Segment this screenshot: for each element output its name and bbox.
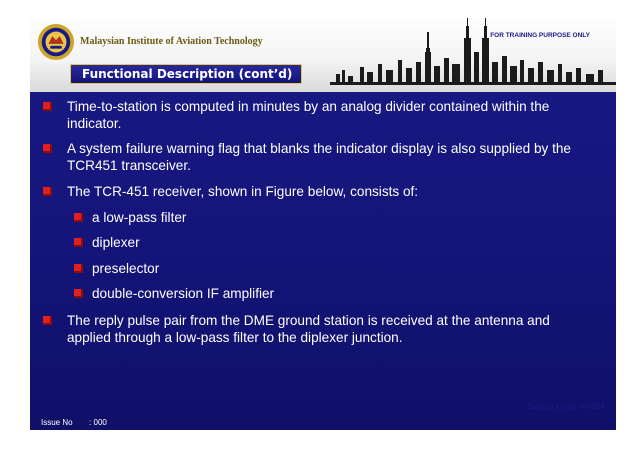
bullet-square-icon — [43, 316, 52, 325]
bullet-item — [67, 312, 597, 346]
bullet-text: A system failure warning flag that blanks the indicator display is also supplied by the TCR451 transceiver. — [67, 141, 571, 173]
issue-number — [41, 418, 107, 427]
institute-name: Malaysian Institute of Aviation Technology — [80, 36, 263, 47]
bullet-item — [67, 140, 597, 174]
bullet-square-icon — [74, 264, 83, 273]
sub-bullet-text: a low-pass filter — [92, 210, 187, 225]
sub-bullet-text: diplexer — [92, 235, 140, 250]
bullet-square-icon — [74, 238, 83, 247]
sub-bullet-item — [92, 234, 140, 251]
subject-code: Subject Code: AVI204 — [527, 402, 605, 411]
bullet-text: The reply pulse pair from the DME ground station is received at the antenna and applied through a low-pass filter to the diplexer junction. — [67, 313, 550, 345]
bullet-item — [67, 183, 597, 200]
sub-bullet-item — [92, 260, 159, 277]
sub-bullet-item — [92, 285, 274, 302]
bullet-square-icon — [43, 187, 52, 196]
bullet-square-icon — [74, 289, 83, 298]
bullet-square-icon — [74, 213, 83, 222]
training-notice: FOR TRAINING PURPOSE ONLY — [490, 32, 590, 39]
issue-label: Issue No — [41, 418, 73, 427]
issue-value: : 000 — [89, 418, 107, 427]
slide-subtitle: Functional Description (cont’d) — [82, 67, 293, 81]
bullet-text: The TCR-451 receiver, shown in Figure below, consists of: — [67, 184, 419, 199]
slide — [30, 12, 616, 430]
unikl-miat-crest-icon — [37, 23, 75, 61]
sub-bullet-item — [92, 209, 186, 226]
sub-bullet-text: preselector — [92, 261, 160, 276]
bullet-square-icon — [43, 144, 52, 153]
bullet-square-icon — [43, 102, 52, 111]
sub-bullet-text: double-conversion IF amplifier — [92, 286, 275, 301]
bullet-item — [67, 98, 597, 132]
bullet-text: Time-to-station is computed in minutes by an analog divider contained within the indicator. — [67, 99, 550, 131]
